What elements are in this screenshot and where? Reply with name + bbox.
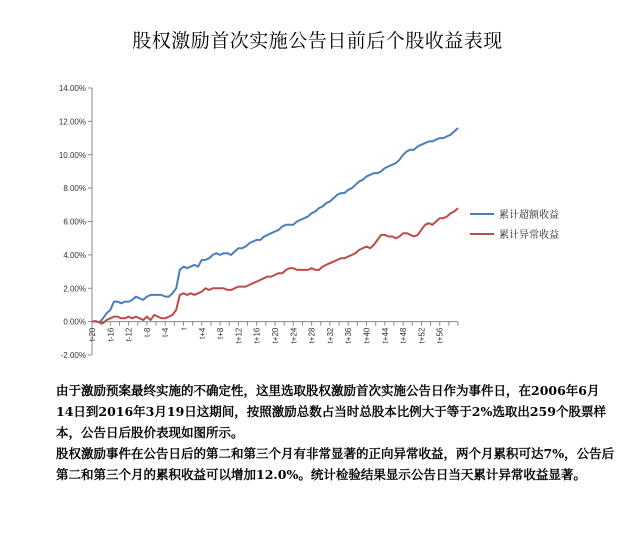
x-tick-label: t+20: [271, 327, 280, 344]
caption-paragraph-1: 由于激励预案最终实施的不确定性，这里选取股权激励首次实施公告日作为事件日，在2006年6月14日到2016年3月19日这期间，按照激励总数占当时总股本比例大于等于2%选取出259个股票样本，公告日后股价表现如图所示。: [56, 383, 606, 440]
x-axis-ticks: [88, 322, 458, 344]
x-tick-label: t+8: [216, 327, 226, 339]
x-tick-label: t+36: [344, 327, 354, 344]
y-tick-label: 6.00%: [63, 217, 86, 227]
series-line-1: [92, 128, 458, 323]
y-tick-label: 4.00%: [63, 250, 86, 260]
series-lines: [92, 128, 458, 323]
series-line-2: [92, 208, 458, 323]
y-tick-label: 14.00%: [58, 84, 86, 93]
x-tick-label: t+44: [380, 327, 390, 344]
caption-text: [56, 380, 616, 485]
legend-label-2: 累计异常收益: [499, 230, 559, 241]
y-axis-ticks: [59, 84, 92, 360]
y-tick-label: 10.00%: [58, 150, 86, 160]
x-tick-label: t+24: [289, 327, 299, 344]
x-tick-label: t+56: [435, 327, 445, 344]
caption-paragraph-2: 股权激励事件在公告日后的第二和第三个月有非常显著的正向异常收益，两个月累积可达7%，公告后第二和第三个月的累积收益可以增加12.0%。统计检验结果显示公告日当天累计异常收益显著。: [56, 446, 615, 482]
x-tick-label: t+40: [362, 327, 372, 344]
y-tick-label: 12.00%: [58, 117, 86, 127]
x-tick-label: t+48: [399, 327, 409, 344]
x-tick-label: t+32: [325, 327, 335, 344]
x-tick-label: t+4: [197, 327, 207, 339]
x-tick-label: t-4: [161, 327, 171, 337]
x-tick-label: t+52: [417, 327, 427, 344]
x-tick-label: t-20: [88, 327, 97, 342]
x-tick-label: t+12: [234, 327, 244, 344]
y-tick-label: 2.00%: [63, 284, 86, 294]
legend-label-1: 累计超额收益: [499, 210, 559, 221]
chart-legend: [470, 208, 559, 241]
y-tick-label: -2.00%: [60, 351, 86, 360]
chart-axes: [92, 88, 458, 355]
x-tick-label: t: [179, 327, 189, 330]
x-tick-label: t+28: [307, 327, 317, 344]
x-tick-label: t-16: [106, 327, 116, 342]
chart-title: 股权激励首次实施公告日前后个股收益表现: [132, 30, 503, 52]
y-tick-label: 0.00%: [63, 317, 86, 327]
x-tick-label: t-12: [124, 327, 134, 342]
x-tick-label: t-8: [142, 327, 152, 337]
y-tick-label: 8.00%: [63, 184, 86, 194]
x-tick-label: t+16: [252, 327, 262, 344]
